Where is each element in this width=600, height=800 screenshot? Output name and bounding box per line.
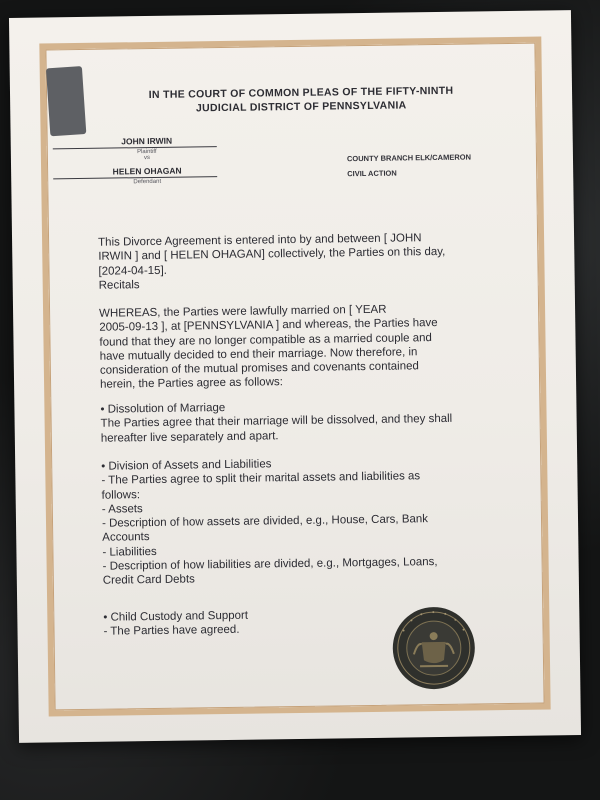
- divorce-agreement-document: [9, 10, 581, 743]
- division-line: - The Parties agree to split their marital assets and liabilities as: [101, 470, 421, 488]
- plaintiff-role: Plaintiff: [137, 148, 157, 156]
- tape-mark: [46, 66, 86, 136]
- whereas-line: have mutually decided to end their marriage. Now therefore, in: [99, 346, 418, 363]
- whereas-line: herein, the Parties agree as follows:: [100, 376, 283, 392]
- intro-line: [2024-04-15].: [98, 264, 168, 278]
- recitals-heading: Recitals: [98, 279, 140, 292]
- division-heading: • Division of Assets and Liabilities: [101, 458, 272, 473]
- whereas-line: 2005-09-13 ], at [PENNSYLVANIA ] and whereas, the Parties have: [99, 317, 438, 335]
- dissolution-line: hereafter live separately and apart.: [100, 429, 279, 445]
- versus-label: vs: [143, 155, 150, 162]
- dissolution-line: The Parties agree that their marriage will be dissolved, and they shall: [100, 413, 453, 431]
- defendant-name: HELEN OHAGAN: [112, 165, 182, 177]
- dissolution-section: [100, 397, 531, 446]
- court-seal-icon: [391, 606, 476, 691]
- whereas-line: found that they are no longer compatible as a married couple and: [99, 331, 432, 349]
- whereas-paragraph: [99, 301, 530, 393]
- court-heading: [90, 83, 512, 117]
- court-heading-line-1: IN THE COURT OF COMMON PLEAS OF THE FIFTY-NINTH: [148, 84, 454, 102]
- plaintiff-block: [77, 135, 217, 147]
- custody-line: - The Parties have agreed.: [103, 624, 240, 638]
- whereas-line: WHEREAS, the Parties were lawfully married on [ YEAR: [99, 303, 387, 320]
- division-line: - Description of how liabilities are divided, e.g., Mortgages, Loans,: [102, 556, 438, 573]
- case-info: [347, 150, 471, 182]
- intro-paragraph: [98, 230, 529, 293]
- intro-line: IRWIN ] and [ HELEN OHAGAN] collectively, the Parties on this day,: [98, 246, 446, 264]
- civil-action-label: CIVIL ACTION: [347, 168, 397, 179]
- whereas-line: consideration of the mutual promises and covenants contained: [99, 360, 419, 377]
- division-line: - Description of how assets are divided, e.g., House, Cars, Bank: [101, 513, 429, 530]
- dissolution-heading: • Dissolution of Marriage: [100, 401, 226, 416]
- division-line: Credit Card Debts: [102, 573, 195, 588]
- division-line: follows:: [101, 488, 141, 502]
- division-line: - Assets: [101, 503, 143, 516]
- intro-line: This Divorce Agreement is entered into by and between [ JOHN: [98, 232, 422, 249]
- division-section: [101, 454, 533, 589]
- county-branch: COUNTY BRANCH ELK/CAMERON: [346, 152, 472, 164]
- defendant-role: Defendant: [133, 178, 162, 186]
- division-line: Accounts: [102, 531, 150, 545]
- plaintiff-role-block: [77, 148, 217, 162]
- custody-heading: • Child Custody and Support: [103, 609, 249, 624]
- division-line: - Liabilities: [102, 545, 157, 559]
- court-heading-line-2: JUDICIAL DISTRICT OF PENNSYLVANIA: [195, 99, 407, 115]
- defendant-block: [77, 165, 217, 177]
- plaintiff-name: JOHN IRWIN: [121, 135, 173, 147]
